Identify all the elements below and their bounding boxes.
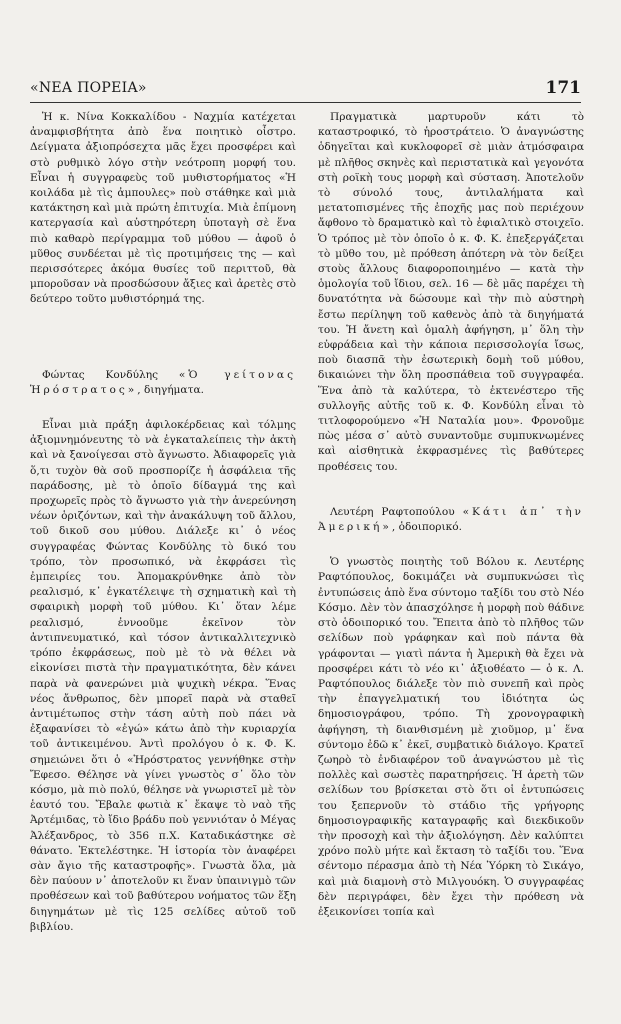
running-head: «ΝΕΑ ΠΟΡΕΙΑ» xyxy=(30,80,147,96)
right-column xyxy=(318,110,584,920)
review-genre: , ὁδοιπορικό. xyxy=(391,521,462,534)
review-genre: , διηγήματα. xyxy=(137,383,204,396)
review-author: Φώντας Κονδύλης xyxy=(42,368,159,381)
review-book-title: «Ὁ γείτονας xyxy=(178,368,296,381)
review-text-paragraph: Ἡ κ. Νίνα Κοκκαλίδου - Ναχμία κατέχεται ἀναμφισβήτητα ἀπὸ ἕνα ποιητικὸ οἶστρο. Δείγματα ἀξιοπρόσεχτα μᾶς ἔχει προσφέρει καὶ στὸ ρυθμικὸ λόγο στὴν νεότροπη μορφή του. Εἶναι ἡ συγγραφεὺς τοῦ μυθιστορήματος «Ἡ κοιλάδα μὲ τὶς ἀμπουλες» ποὺ στάθηκε καὶ μιὰ κατάκτηση καὶ μιὰ πρώτη ἐπιτυχία. Μιὰ ἐπίμονη κατεργασία καὶ αὐστηρότερη ὑποταγὴ σὲ ἕνα πιὸ καθαρὸ περίγραμμα τοῦ μύθου — ἀφοῦ ὁ μῦθος συνδέεται μὲ τὶς προτιμήσεις της — καὶ περισσότερες ἀκόμα θυσίες τοῦ περιττοῦ, θὰ μποροῦσαν νὰ προσδώσουν ἄξιες καὶ ἀρετὲς στὸ δεύτερο τοῦτο μυθιστόρημά της. xyxy=(30,111,296,306)
page-header xyxy=(30,72,581,103)
review-text-paragraph: Εἶναι μιὰ πράξη ἀφιλοκέρδειας καὶ τόλμης ἀξιομνημόνευτης τὸ νὰ ἐγκαταλείπεις τὴν ἀκτὴ καὶ νὰ ξανοίγεσαι στὸ ἄγνωστο. Ἀδιαφορεῖς γιὰ ὅ,τι τυχὸν θὰ σοῦ προσπορίζε ἡ ἀσφάλεια τῆς παράδοσης, μὲ τὸ ὁποῖο δίδαγμά της καὶ προχωρεῖς πρὸς τὸ ἄγνωστο γιὰ τὴν ἀνερεύνηση νέων ὁριζόντων, καὶ τὴν ἀνακάλυψη τοῦ ἄλλου, τοῦ δικοῦ σου μύθου. Διάλεξε κι᾽ ὁ νέος συγγραφέας Φώντας Κονδύλης τὸ δικό του τρόπο, τὸν προσωπικό, νὰ ἐκφράσει τὶς ἐμπειρίες του. Ἀπομακρύνθηκε ἀπὸ τὸν ρεαλισμό, κ᾽ ἐγκατέλειψε τὴ σχηματικὴ καὶ τὴ σφαιρικὴ μορφὴ τοῦ μύθου. Κι᾽ ὅταν λέμε ρεαλισμό, ἐννοοῦμε ἐκεῖνον τὸν ἀντιπνευματικό, καὶ τόσον ἀντικαλλιτεχνικὸ τρόπο ἐκφράσεως, ποὺ μὲ τὸ νὰ θέλει νὰ εἰκονίσει πιστὰ τὴν πραγματικότητα, δὲν κάνει παρὰ νὰ φανερώνει μιὰ ψυχικὴ νέκρα. Ἕνας νέος ἄνθρωπος, δὲν μπορεῖ παρὰ νὰ σταθεῖ ἀντιμέτωπος στὴν τάση αὐτὴ ποὺ πάει νὰ ἐξαφανίσει τὸ «ἐγώ» κάτω ἀπὸ τὴν κυριαρχία τοῦ ἀντικειμένου. Ἀντὶ προλόγου ὁ κ. Φ. Κ. σημειώνει ὅτι ὁ «Ἡρόστρατος γεννήθηκε στὴν Ἔφεσο. Θέλησε νὰ γίνει γνωστὸς σ᾽ ὅλο τὸν κόσμο, μὰ πιὸ πολύ, θέλησε νὰ γνωριστεῖ μὲ τὸν ἑαυτό του. Ἔβαλε φωτιὰ κ᾽ ἔκαψε τὸ ναὸ τῆς Ἀρτέμιδας, τὸ ἴδιο βράδυ ποὺ γεννιόταν ὁ Μέγας Ἀλέξανδρος, τὸ 356 π.Χ. Καταδικάστηκε σὲ θάνατο. Ἐκτελέστηκε. Ἡ ἱστορία τὸν ἀναφέρει σὰν ἄγιο τῆς καταστροφῆς». Γνωστὰ ὅλα, μὰ δὲν παύουν ν᾽ ἀποτελοῦν κι ἕναν ὑπαινιγμὸ τῶν προθέσεων καὶ τοῦ βαθύτερου νοήματος τῶν ἕξη διηγημάτων μὲ τὶς 125 σελίδες αὐτοῦ τοῦ βιβλίου. xyxy=(30,419,296,933)
review-book-title-cont: τὴν Ἀμερική» xyxy=(318,505,584,534)
review-heading xyxy=(30,368,296,398)
review-author: Λευτέρη Ραφτοπούλου xyxy=(330,505,455,518)
left-column xyxy=(30,110,296,935)
review-heading xyxy=(318,505,584,535)
review-book-title: «Κάτι ἀπ᾽ xyxy=(462,505,549,518)
review-text-paragraph: Ὁ γνωστὸς ποιητὴς τοῦ Βόλου κ. Λευτέρης Ραφτόπουλος, δοκιμάζει νὰ συμπυκνώσει τὶς ἐντυπώσεις ἀπὸ ἕνα σύντομο ταξίδι του στὸ Νέο Κόσμο. Δὲν τὸν ἀπασχόλησε ἡ μορφὴ ποὺ θάδινε στὸ ὁδοιπορικό του. Ἔπειτα ἀπὸ τὸ πλῆθος τῶν σελίδων ποὺ γράφηκαν καὶ ποὺ πάντα θὰ γράφονται — γιατὶ πάντα ἡ Ἀμερικὴ θὰ ἔχει νὰ προσφέρει κάτι τὸ νέο κι᾽ ἀξιοθέατο — ὁ κ. Λ. Ραφτόπουλος διάλεξε τὸν πιὸ συνεπῆ καὶ πρὸς τὴν ἐπαγγελματική του ἰδιότητα ὡς δημοσιογράφου, τρόπο. Τὴ χρονογραφικὴ ἀφήγηση, τὴ διανθισμένη μὲ χιοῦμορ, μ᾽ ἕνα σύντομο ἐδῶ κ᾽ ἐκεῖ, συμβατικὸ διάλογο. Κρατεῖ ζωηρὸ τὸ ἐνδιαφέρον τοῦ ἀναγνώστου μὲ τὶς πολλὲς καὶ σωστὲς παρατηρήσεις. Ἡ ἀρετὴ τῶν σελίδων του βρίσκεται στὸ ὅτι οἱ ἐντυπώσεις του ξεπερνοῦν τὸ στάδιο τῆς γρήγορης δημοσιογραφικῆς καταγραφῆς καὶ διεκδικοῦν τὴν προσοχὴ καὶ τὴν ἀξιολόγηση. Δὲν καλύπτει χρόνο πολὺ μήτε καὶ ἔκταση τὸ ταξίδι του. Ἕνα σέντομο πέρασμα ἀπὸ τὴ Νέα Ὑόρκη τὸ Σικάγο, καὶ μιὰ διαμονὴ στὸ Μιλγουόκη. Ὁ συγγραφέας δὲν περιγράφει, δὲν ἔχει τὴν πρόθεση νὰ ἐξεικονίσει τοπία καὶ xyxy=(318,556,584,918)
review-text-paragraph: Πραγματικὰ μαρτυροῦν κάτι τὸ καταστροφικό, τὸ ἡροστράτειο. Ὁ ἀναγνώστης ὁδηγεῖται καὶ κυκλοφορεῖ σὲ μιὰν ἀτμόσφαιρα μὲ πλῆθος σκηνὲς καὶ περιστατικὰ καὶ γεγονότα στὴ ροϊκὴ τους μορφὴ καὶ σύσταση. Ἀποτελοῦν τὸ σύνολό τους, ἀντιλαλήματα καὶ μετατοπισμένες τῆς ἐποχῆς μας ποὺ περιέχουν ἄφθονο τὸ δραματικὸ καὶ τὸ ἐφιαλτικὸ στοιχεῖο. Ὁ τρόπος μὲ τὸν ὁποῖο ὁ κ. Φ. Κ. ἐπεξεργάζεται τὸ μῦθο του, μὲ πρόθεση ἀπότερη νὰ τὸν δείξει στοὺς ἄλλους διαφοροποιημένο — κατὰ τὴν ὁμολογία τοῦ ἴδιου, σελ. 16 — δὲ μᾶς παρέχει τὴ δυνατότητα νὰ δώσουμε καὶ τὴν πιὸ αὐστηρὴ ἔστω περίληψη τοῦ καθενὸς ἀπὸ τὰ διηγήματά του. Ἡ ἄνετη καὶ ὁμαλὴ ἀφήγηση, μ᾽ ὅλη τὴν εὐφράδεια καὶ τὴν κάποια περισσολογία ἴσως, ποὺ διασπᾶ τὴν ἐσωτερικὴ δομὴ τοῦ μύθου, δικαιώνει τὴν ὅλη προσπάθεια τοῦ συγγραφέα. Ἕνα ἀπὸ τὰ καλύτερα, τὸ ἐκτενέστερο τῆς συλλογῆς αὐτῆς τοῦ κ. Φ. Κονδύλη εἶναι τὸ τιτλοφορούμενο «Ἡ Ναταλία μου». Φρονοῦμε πὼς μέσα σ᾽ αὐτὸ συναντοῦμε συμπυκνωμένες καὶ αἰσθητικὰ ἐκφρασμένες τὶς βαθύτερες προθέσεις του. xyxy=(318,111,584,473)
review-book-title-cont: Ἡρόστρατος» xyxy=(30,383,138,396)
page-number: 171 xyxy=(545,78,581,98)
